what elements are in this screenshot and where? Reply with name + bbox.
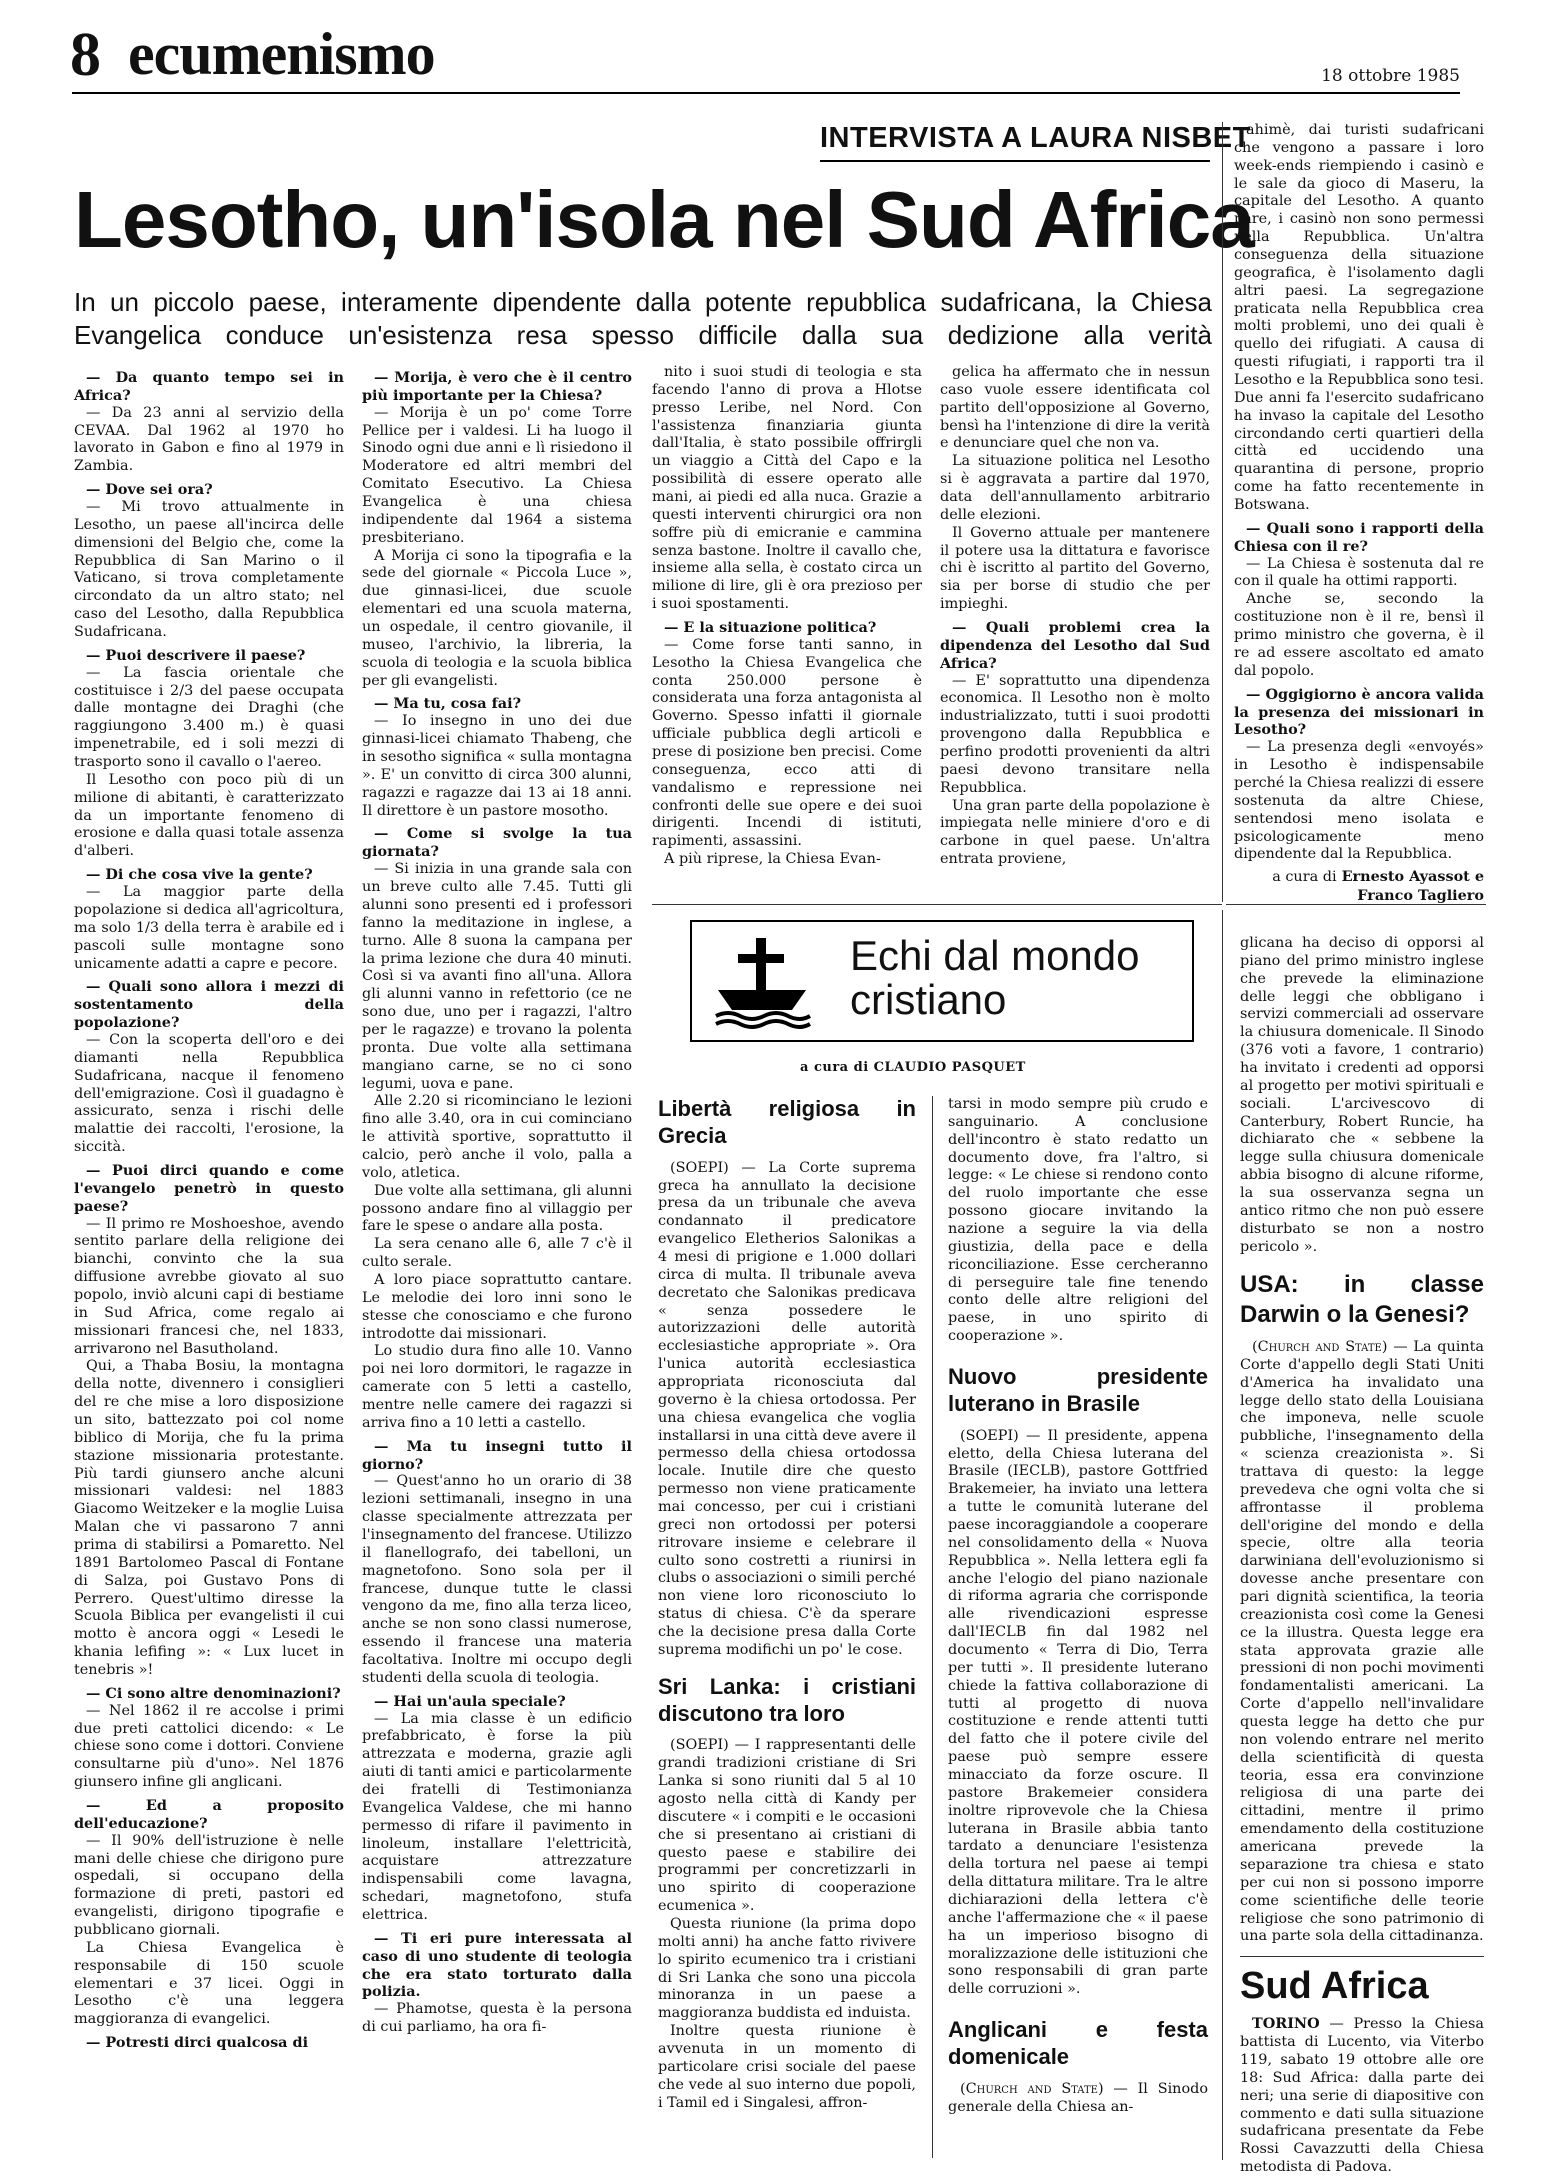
- interview-answer: — Io insegno in uno dei due ginnasi-licei chiamato Thabeng, che in sesotho significa « sulla montagna ». E' un convitto di circa 300 alunni, ragazzi e ragazze dai 13 ai 18 anni. Il direttore è un pastore mosotho.: [362, 713, 632, 819]
- interview-question: — Oggigiorno è ancora valida la presenza dei missionari in Lesotho?: [1234, 686, 1484, 740]
- interview-answer: Qui, a Thaba Bosiu, la montagna della notte, divennero i consiglieri del re che mise a loro disposizione un sito, battezzato poi col nome biblico di Morija, che fu la prima stazione missionaria protestante. Più tardi giunsero anche alcuni missionari valdesi: nel 1883 Giacomo Weitzeker e la moglie Luisa Malan che vi passarono 7 anni prima di stabilirsi a Pomaretto. Nel 1891 Bartolomeo Pascal di Fontane di Salza, poi Gustavo Pons di Perrero. Quest'ultimo diresse la Scuola Biblica per evangelisti il cui motto è ancora oggi « Lesedi le khania lefifing »: « Lux lucet in tenebris »!: [74, 1358, 344, 1679]
- section-divider: [1226, 904, 1486, 905]
- article-body: — La quinta Corte d'appello degli Stati Uniti d'America ha invalidato una legge dello stato della Louisiana che imponeva, nelle scuole pubbliche, l'insegnamento della « scienza creazionista ». Si trattava di questo: la legge prevedeva che ogni volta che si affrontasse il problema dell'origine del mondo e della specie, oltre alla teoria darwiniana dell'evoluzionismo si dovesse anche presentare con pari dignità scientifica, la teoria creazionista così come la Genesi ce la illustra. Questa legge era stata approvata grazie alle pressioni di non pochi movimenti fondamentalisti americani. La Corte d'appello nell'invalidare questa legge ha detto che pur non volendo entrare nel merito della scientificità di questa teoria, essa era convinzione religiosa di una parte dei cittadini, mentre il primo emendamento della costituzione americana prevede la separazione tra chiesa e stato per cui non si possono imporre come scientifiche delle teorie religiose che sono patrimonio di una parte sola della cittadinanza.: [1240, 1339, 1485, 1945]
- interview-answer: A loro piace soprattutto cantare. Le melodie dei loro inni sono le stesse che conosciamo e che furono introdotte dai missionari.: [362, 1271, 632, 1342]
- interview-column-4: [940, 364, 1210, 898]
- interview-answer: Alle 2.20 si ricominciano le lezioni fino alle 3.40, ora in cui cominciano le attività sportive, soprattutto il calcio, però anche il volo, palla a volo, atletica.: [362, 1093, 632, 1181]
- page-number: 8: [70, 21, 101, 89]
- interview-answer: La Chiesa Evangelica è responsabile di 150 scuole elementari e 37 licei. Oggi in Lesotho c'è una leggera maggioranza di evangelici.: [74, 1939, 344, 2028]
- interview-question: — Ci sono altre denominazioni?: [74, 1685, 344, 1703]
- article-body: — La Corte suprema greca ha annullato la decisione presa da un tribunale che aveva condannato il predicatore evangelico Eletherios Salonikas a 4 mesi di prigione e 1.000 dollari circa di multa. Il tribunale aveva decretato che Salonikas predicava « senza possedere le autorizzazioni delle autorità ecclesiastiche appropriate ». Ora l'unica autorità ecclesiastica appropriata riconosciuta dal governo è la chiesa ortodossa. Per una chiesa evangelica che voglia installarsi in una città deve avere il permesso della chiesa ortodossa locale. Inutile dire che questo permesso non viene praticamente mai concesso, per cui i cristiani greci non ortodossi per potersi ritrovare insieme e celebrare il culto sono costretti a riunirsi in clubs o associazioni o simili perché non viene loro riconosciuto lo status di chiesa. C'è da sperare che la decisione presa dalla Corte suprema modifichi un po' le cose.: [658, 1159, 916, 1658]
- interview-answer: La situazione politica nel Lesotho si è aggravata a partire dal 1970, data dell'annullamento arbitrario delle elezioni.: [940, 453, 1210, 523]
- echi-credit: a cura di CLAUDIO PASQUET: [800, 1060, 1026, 1075]
- echi-banner: [690, 920, 1194, 1042]
- interview-answer: A Morija ci sono la tipografia e la sede del giornale « Piccola Luce », due ginnasi-licei, due scuole elementari ed una scuola materna, un ospedale, il centro giovanile, il museo, l'archivio, la libreria, la scuola di teologia e la scuola biblica per gli evangelisti.: [362, 547, 632, 689]
- interview-question: — Morija, è vero che è il centro più importante per la Chiesa?: [362, 369, 632, 405]
- interview-answer: — Da 23 anni al servizio della CEVAA. Dal 1962 al 1970 ho lavorato in Gabon e fino al 1979 in Zambia.: [74, 404, 344, 475]
- interview-column-3: [652, 364, 922, 898]
- interview-answer: — Il 90% dell'istruzione è nelle mani delle chiese che dirigono pure ospedali, si occupano della formazione di preti, pastori ed evangelisti, dirigono tipografie e pubblicano giornali.: [74, 1832, 344, 1939]
- interview-question: — Come si svolge la tua giornata?: [362, 825, 632, 861]
- dateline: TORINO: [1252, 2015, 1320, 2033]
- section-divider: [1240, 1956, 1484, 1957]
- interview-answer: — La mia classe è un edificio prefabbricato, è forse la più attrezzata e moderna, grazie agli aiuti di tanti amici e particolarmente dei fratelli di Testimonianza Evangelica Valdese, che mi hanno permesso di rifare il pavimento in linoleum, installare l'elettricità, acquistare attrezzature indispensabili come lavagna, schedari, magnetofono, stufa elettrica.: [362, 1710, 632, 1924]
- article-body: — Il Sinodo generale della Chiesa an-: [948, 2080, 1208, 2115]
- article-headline-sudafrica: Sud Africa: [1240, 1965, 1429, 2008]
- column-divider: [1222, 910, 1223, 2160]
- article-headline-usa: USA: in classe Darwin o la Genesi?: [1240, 1271, 1484, 1328]
- article-headline-brasile: Nuovo presidente luterano in Brasile: [948, 1364, 1208, 1416]
- section-title: ecumenismo: [128, 21, 435, 87]
- interview-answer: — E' soprattutto una dipendenza economica. Il Lesotho non è molto industrializzato, tutti i suoi prodotti provengono dalla Repubblica e perfino prodotti provenienti da altri paesi devono transitare nella Repubblica.: [940, 672, 1210, 796]
- interview-answer: — La Chiesa è sostenuta dal re con il quale ha ottimi rapporti.: [1234, 555, 1484, 590]
- cross-boat-icon: [712, 932, 812, 1028]
- interview-question: — Quali sono allora i mezzi di sostentamento della popolazione?: [74, 978, 344, 1032]
- news-column-2: [948, 1096, 1208, 2158]
- main-headline: Lesotho, un'isola nel Sud Africa: [74, 175, 1254, 264]
- news-column-3: [1240, 935, 1485, 2176]
- article-continuation: tarsi in modo sempre più crudo e sanguinario. A conclusione dell'incontro è stato redatto un documento dove, fra l'altro, si legge: « Le chiese si rendono conto del ruolo importante che esse possono giocare invitando la nazione a seguire la via della giustizia, della pace e della riconciliazione. Esse cercheranno di perseguire tale fine tenendo conto delle altre religioni del paese, in uno spirito di cooperazione ».: [948, 1096, 1208, 1345]
- article-body: — I rappresentanti delle grandi tradizioni cristiane di Sri Lanka si sono riuniti dal 5 al 10 agosto nella città di Kandy per discutere « i compiti e le occasioni che si presentano ai cristiani di questo paese e stabilire dei programmi per concretizzarli in uno spirito di cooperazione ecumenica ».: [658, 1737, 916, 1915]
- interview-answer: La sera cenano alle 6, alle 7 c'è il culto serale.: [362, 1236, 632, 1271]
- interview-answer: ahimè, dai turisti sudafricani che vengono a passare i loro week-ends riempiendo i casinò e le sale da gioco di Maseru, la capitale del Lesotho. A quanto pare, i casinò non sono permessi nella Repubblica. Un'altra conseguenza della situazione geografica, è l'isolamento dagli altri paesi. La segregazione praticata nella Repubblica crea molti problemi, uno dei quali è quello dei rifugiati. A causa di questi rifugiati, i rapporti tra il Lesotho e la Repubblica sono tesi. Due anni fa l'esercito sudafricano ha invaso la capitale del Lesotho circondando certi quartieri della città ed uccidendo una quarantina di persone, proprio come ha fatto recentemente in Botswana.: [1234, 122, 1484, 514]
- interview-answer: — Si inizia in una grande sala con un breve culto alle 7.45. Tutti gli alunni sono presenti ed i professori fanno la meditazione in inglese, a turno. Alle 8 suona la campana per la prima lezione che dura 40 minuti. Così si va avanti fino all'una. Allora gli alunni vanno in refettorio (ce ne sono due, uno per i ragazzi, l'altro per le ragazze) e trovano la polenta pronta. Due volte alla settimana mangiano carne, se no ci sono legumi, uova e pane.: [362, 861, 632, 1092]
- kicker-rule: [820, 160, 1210, 162]
- interview-answer: Lo studio dura fino alle 10. Vanno poi nei loro dormitori, le ragazze in camerate con 5 letti a castello, mentre nelle camere dei ragazzi si arriva fino a 10 letti a castello.: [362, 1343, 632, 1431]
- interview-answer: Il Governo attuale per mantenere il potere usa la dittatura e favorisce chi è iscritto al partito del Governo, sia per borse di studio che per impieghi.: [940, 524, 1210, 613]
- article-body: — Il presidente, appena eletto, della Chiesa luterana del Brasile (IECLB), pastore Gottfried Brakemeier, ha inviato una lettera a tutte le comunità luterane del paese incoraggiandole a cooperare nel consolidamento della « Nuova Repubblica ». Nella lettera egli fa anche l'elogio del piano nazionale di riforma agraria che corrisponde alle rivendicazioni espresse dall'IECLB fin dal 1982 nel documento « Terra di Dio, Terra per tutti ». Il presidente luterano chiede la fattiva collaborazione di tutti al progetto di nuova costituzione e rende attenti tutti del fatto che il potere civile del paese può sempre essere minacciato da forze oscure. Il pastore Brakemeier considera inoltre riprovevole che la Chiesa luterana in Brasile abbia tanto tardato a denunciare l'esistenza della tortura nel paese ai tempi della dittatura militare. Tra le altre dichiarazioni della lettera c'è anche l'affermazione che « il paese ha un imperioso bisogno di moralizzazione delle istituzioni che sono responsabili di gran parte delle corruzioni ».: [948, 1427, 1209, 1998]
- interview-question: — Dove sei ora?: [74, 481, 344, 499]
- byline: [1234, 868, 1484, 905]
- echi-title: Echi dal mondo cristiano: [850, 932, 1140, 1024]
- interview-answer: — Mi trovo attualmente in Lesotho, un paese all'incirca delle dimensioni del Belgio che, come la Repubblica di San Marino o il Vaticano, si trova completamente circondato da un altro stato; nel caso del Lesotho, dalla Repubblica Sudafricana.: [74, 499, 344, 641]
- interview-question: — Potresti dirci qualcosa di: [74, 2034, 344, 2052]
- interview-answer: gelica ha affermato che in nessun caso vuole essere identificata col partito dell'opposizione al Governo, bensì ha l'intenzione di dire la verità e denunciare quel che non va.: [940, 364, 1210, 452]
- interview-answer: Il Lesotho con poco più di un milione di abitanti, è caratterizzato da un importante fenomeno di erosione e dalla quasi totale assenza d'alberi.: [74, 771, 344, 860]
- column-divider: [1222, 122, 1223, 902]
- article-headline-srilanka: Sri Lanka: i cristiani discutono tra loro: [658, 1673, 916, 1726]
- article-body: — Presso la Chiesa battista di Lucento, via Viterbo 119, sabato 19 ottobre alle ore 18: Sud Africa: dalla parte dei neri; una serie di diapositive con commento e dati sulla situazione sudafricana presentate da Febe Rossi Cavazzutti della Chiesa metodista di Padova.: [1240, 2016, 1484, 2176]
- interview-question: — Puoi descrivere il paese?: [74, 647, 344, 665]
- news-column-1: [658, 1096, 916, 2158]
- column-divider: [932, 1096, 933, 2158]
- interview-column-5: [1234, 122, 1484, 905]
- issue-date: 18 ottobre 1985: [1321, 66, 1460, 86]
- interview-question: — Da quanto tempo sei in Africa?: [74, 369, 344, 405]
- interview-answer: — Nel 1862 il re accolse i primi due preti cattolici dicendo: « Le chiese sono come i dottori. Conviene consultarne più d'uno». Nel 1876 giunsero infine gli anglicani.: [74, 1702, 344, 1791]
- section-divider: [652, 904, 1222, 905]
- interview-answer: — Morija è un po' come Torre Pellice per i valdesi. Li ha luogo il Sinodo ogni due anni e lì risiedono il Moderatore ed altri membri del Comitato Esecutivo. La Chiesa Evangelica è una chiesa indipendente dal 1964 a sistema presbiteriano.: [362, 404, 632, 546]
- interview-question: — Ed a proposito dell'educazione?: [74, 1797, 344, 1833]
- interview-question: — Ti eri pure interessata al caso di uno studente di teologia che era stato torturato dalla polizia.: [362, 1930, 632, 2001]
- interview-answer: — La maggior parte della popolazione si dedica all'agricoltura, ma solo 1/3 della terra è arabile ed i pascoli sulle montagne sono unicamente adatti a capre e pecore.: [74, 884, 344, 972]
- interview-question: — Di che cosa vive la gente?: [74, 866, 344, 884]
- interview-answer: — Phamotse, questa è la persona di cui parliamo, ha ora fi-: [362, 2001, 632, 2036]
- article-headline-liberta: Libertà religiosa in Grecia: [658, 1096, 916, 1148]
- byline-prefix: a cura di: [1272, 869, 1337, 886]
- interview-answer: — La presenza degli «envoyés» in Lesotho è indispensabile perché la Chiesa realizzi di essere sostenuta da altre Chiese, sentendosi meno isolata e psicologicamente meno dipendente dal la Repubblica.: [1234, 739, 1484, 863]
- interview-answer: — Quest'anno ho un orario di 38 lezioni settimanali, insegno in una classe specialmente attrezzata per l'insegnamento del francese. Utilizzo il flanellografo, dei tabelloni, un magnetofono. Sono sola per il francese, dunque tutte le classi vengono da me, fino alla terza liceo, anche se non sono classi numerose, essendo il francese una materia facoltativa. Inoltre mi occupo degli studenti della scuola di teologia.: [362, 1473, 632, 1686]
- article-source: (SOEPI): [670, 1159, 729, 1176]
- interview-answer: — Il primo re Moshoeshoe, avendo sentito parlare della religione dei bianchi, convinto che la sua diffusione avrebbe giovato al suo popolo, inviò alcuni capi di bestiame in Sud Africa, come regalo ai missionari francesi che, nel 1833, arrivarono nel Basutholand.: [74, 1215, 344, 1357]
- article-source: (SOEPI): [960, 1427, 1019, 1444]
- interview-answer: Due volte alla settimana, gli alunni possono andare fino al villaggio per fare le spese o andare alla posta.: [362, 1182, 632, 1235]
- interview-question: — Hai un'aula speciale?: [362, 1693, 632, 1711]
- article-continuation: glicana ha deciso di opporsi al piano del primo ministro inglese che prevede la eliminazione delle leggi che obbligano i servizi commerciali ad osservare la chiusura domenicale. Il Sinodo (376 voti a favore, 1 contrario) ha invitato i credenti ad opporsi al progetto per motivi spirituali e sociali. L'arcivescovo di Canterbury, Robert Runcie, ha dichiarato che « sebbene la legge sulla chiusura domenicale abbia bisogno di alcune riforme, la sua osservanza segna un antico ritmo che non può essere disturbato se non a nostro pericolo ».: [1240, 935, 1484, 1255]
- interview-question: — Ma tu, cosa fai?: [362, 695, 632, 713]
- article-source: (Church and State): [1252, 1339, 1388, 1355]
- article-source: (SOEPI): [670, 1737, 729, 1754]
- masthead-rule: [72, 92, 1460, 94]
- interview-answer: Una gran parte della popolazione è impiegata nelle miniere d'oro e di carbone in quel paese. Un'altra entrata proviene,: [940, 797, 1210, 868]
- interview-answer: — Come forse tanti sanno, in Lesotho la Chiesa Evangelica che conta 250.000 persone è considerata una forza antagonista al Governo. Spesso infatti il giornale ufficiale pubblica degli articoli e prese di posizione ben precisi. Come conseguenza, ecco atti di vandalismo e repressione nei confronti delle sue opere e dei suoi dirigenti. Incendi di istituti, rapimenti, assassini.: [652, 636, 922, 850]
- interview-kicker: INTERVISTA A LAURA NISBET: [820, 122, 1251, 154]
- standfirst: In un piccolo paese, interamente dipendente dalla potente repubblica sudafricana, la Chiesa Evangelica conduce un'esistenza resa spesso difficile dalla sua dedizione alla verità: [74, 287, 1212, 351]
- article-body: Inoltre questa riunione è avvenuta in un momento di particolare crisi sociale del paese che vede al suo interno due popoli, i Tamil ed i Singalesi, affron-: [658, 2023, 916, 2111]
- interview-question: — Puoi dirci quando e come l'evangelo penetrò in questo paese?: [74, 1162, 344, 1216]
- interview-answer: A più riprese, la Chiesa Evan-: [664, 851, 881, 868]
- interview-answer: nito i suoi studi di teologia e sta facendo l'anno di prova a Hlotse presso Leribe, nel Nord. Con l'assistenza finanziaria giunta dall'Italia, è stato possibile offrirgli un viaggio a Città del Capo e la possibilità di essere operato alle mani, ai piedi ed alla nuca. Grazie a questi interventi chirurgici ora non soffre più di emicranie e cammina senza bastone. Inoltre il cavallo che, insieme alla sella, è costato circa un milione di lire, gli è ora prezioso per i suoi spostamenti.: [652, 364, 922, 613]
- interview-question: — Ma tu insegni tutto il giorno?: [362, 1438, 632, 1474]
- interview-answer: — Con la scoperta dell'oro e dei diamanti nella Repubblica Sudafricana, nacque il fenomeno dell'emigrazione. Così il guadagno è assicurato, senza i rischi delle malattie dei raccolti, l'erosione, la siccità.: [74, 1031, 344, 1156]
- byline-names: Ernesto Ayassot e Franco Tagliero: [1341, 868, 1484, 905]
- interview-column-1: [74, 364, 344, 2154]
- interview-answer: Anche se, secondo la costituzione non è il re, bensì il primo ministro che governa, è il re ad essere ascoltato ed amato dal popolo.: [1234, 591, 1484, 679]
- article-source: (Church and State): [960, 2080, 1104, 2097]
- article-body: Questa riunione (la prima dopo molti anni) ha anche fatto rivivere lo spirito ecumenico tra i cristiani di Sri Lanka che sono una piccola minoranza in un paese a maggioranza buddista ed induista.: [658, 1915, 916, 2022]
- interview-question: — E la situazione politica?: [652, 619, 922, 637]
- article-headline-anglicani: Anglicani e festa domenicale: [948, 2017, 1208, 2070]
- interview-answer: — La fascia orientale che costituisce i 2/3 del paese occupata dalle montagne dei Draghi (che raggiungono 3.400 m.) è quasi impenetrabile, ed i soli mezzi di trasporto sono il cavallo o l'aereo.: [74, 664, 344, 771]
- interview-column-2: [362, 364, 632, 2154]
- interview-question: — Quali problemi crea la dipendenza del Lesotho dal Sud Africa?: [940, 619, 1210, 673]
- interview-question: — Quali sono i rapporti della Chiesa con il re?: [1234, 520, 1484, 556]
